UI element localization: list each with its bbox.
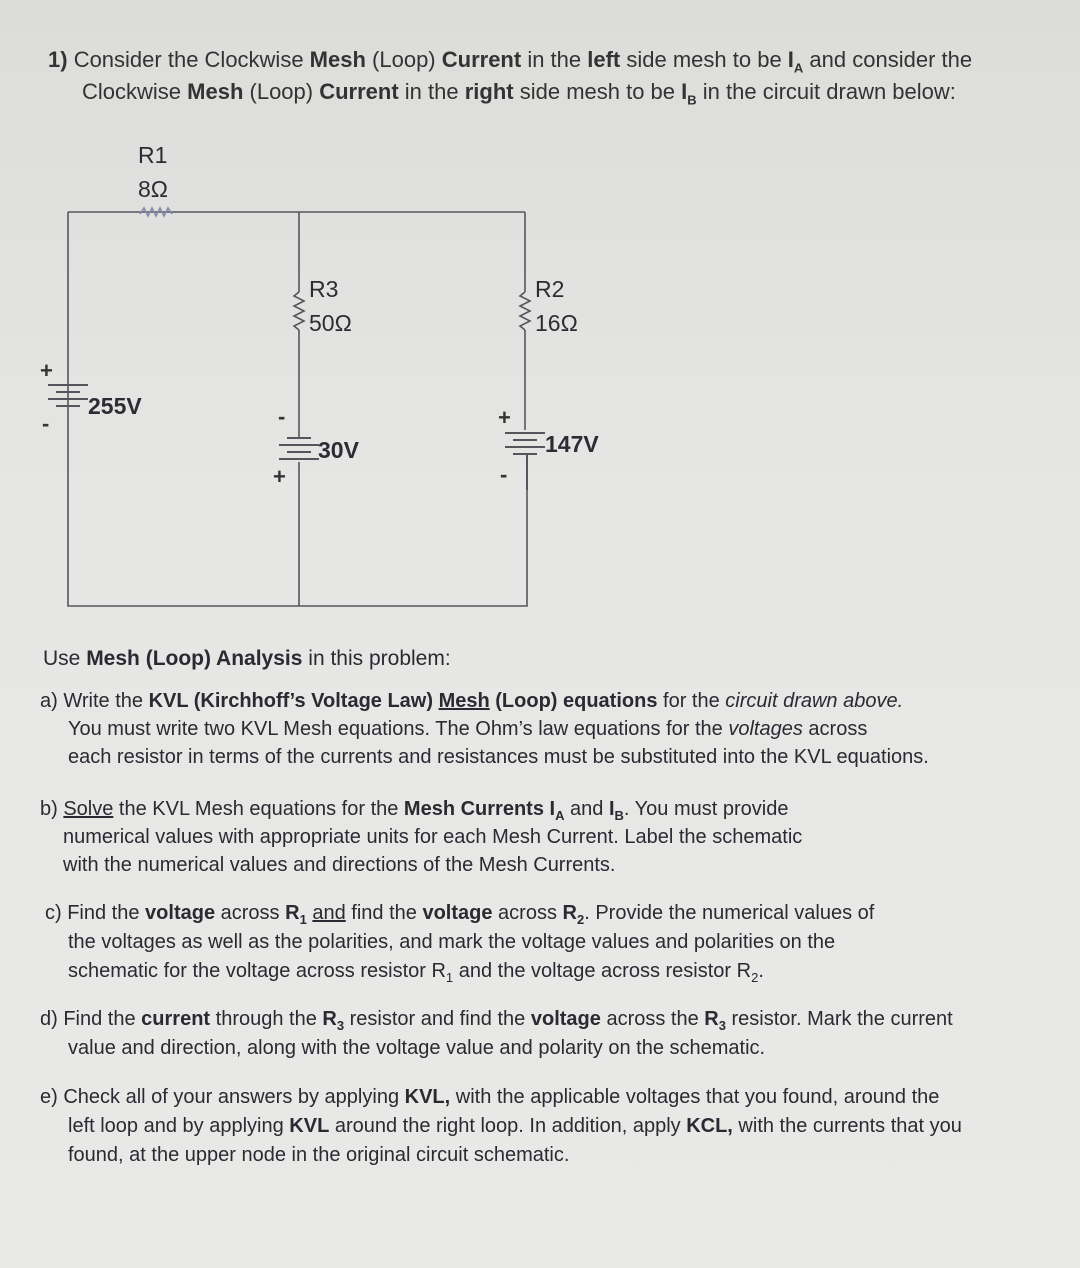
question-line-1: 1) Consider the Clockwise Mesh (Loop) Current in the left side mesh to be $I_A$ and consider the xyxy=(48,47,973,76)
question-number: 1) xyxy=(48,47,68,72)
part-d-line-2: value and direction, along with the voltage value and polarity on the schematic. xyxy=(68,1037,766,1059)
v3-minus: - xyxy=(500,462,508,487)
r1-value: 8Ω xyxy=(138,176,168,202)
part-a-line-2: You must write two KVL Mesh equations. The Ohm’s law equations for the voltages across xyxy=(68,718,868,740)
part-a-line-3: each resistor in terms of the currents and resistances must be substituted into the KVL equations. xyxy=(68,746,929,768)
part-c-line-2: the voltages as well as the polarities, and mark the voltage values and polarities on the xyxy=(68,931,836,953)
instructions-intro: Use Mesh (Loop) Analysis in this problem: xyxy=(43,647,451,670)
v2-value: 30V xyxy=(318,437,359,463)
part-c-line-1: c) Find the voltage across $R_1$ and find the voltage across $R_2$. Provide the numerical values of xyxy=(45,902,875,927)
part-d-line-1: d) Find the current through the $R_3$ resistor and find the voltage across the $R_3$ resistor. Mark the current xyxy=(40,1008,953,1033)
v1-value: 255V xyxy=(88,393,142,419)
v1-plus: + xyxy=(40,358,53,383)
v3-value: 147V xyxy=(545,431,599,457)
part-b-line-1: b) Solve the KVL Mesh equations for the Mesh Currents $I_A$ and $I_B$. You must provide xyxy=(40,798,789,823)
question-line-2: Clockwise Mesh (Loop) Current in the right side mesh to be $I_B$ in the circuit drawn below: xyxy=(82,79,956,108)
v1-minus: - xyxy=(42,411,50,436)
part-b-line-2: numerical values with appropriate units for each Mesh Current. Label the schematic xyxy=(63,826,803,848)
part-e-line-1: e) Check all of your answers by applying KVL, with the applicable voltages that you found, around the xyxy=(40,1086,940,1108)
part-a-line-1: a) Write the KVL (Kirchhoff’s Voltage Law) Mesh (Loop) equations for the circuit drawn above. xyxy=(40,690,904,712)
part-c-line-3: schematic for the voltage across resistor $R_1$ and the voltage across resistor $R_2$. xyxy=(68,960,764,985)
r2-name: R2 xyxy=(535,276,565,302)
v2-minus: - xyxy=(278,404,286,429)
r2-zigzag xyxy=(520,292,530,330)
v2-plus: + xyxy=(273,464,286,489)
part-e-line-3: found, at the upper node in the original circuit schematic. xyxy=(68,1144,570,1166)
r1-name: R1 xyxy=(138,142,168,168)
part-b-line-3: with the numerical values and directions of the Mesh Currents. xyxy=(63,854,616,876)
r3-zigzag xyxy=(294,292,304,330)
r2-value: 16Ω xyxy=(535,310,578,336)
v3-plus: + xyxy=(498,405,511,430)
part-e-line-2: left loop and by applying KVL around the right loop. In addition, apply KCL, with the currents that you xyxy=(68,1115,962,1137)
r3-value: 50Ω xyxy=(309,310,352,336)
r3-name: R3 xyxy=(309,276,339,302)
